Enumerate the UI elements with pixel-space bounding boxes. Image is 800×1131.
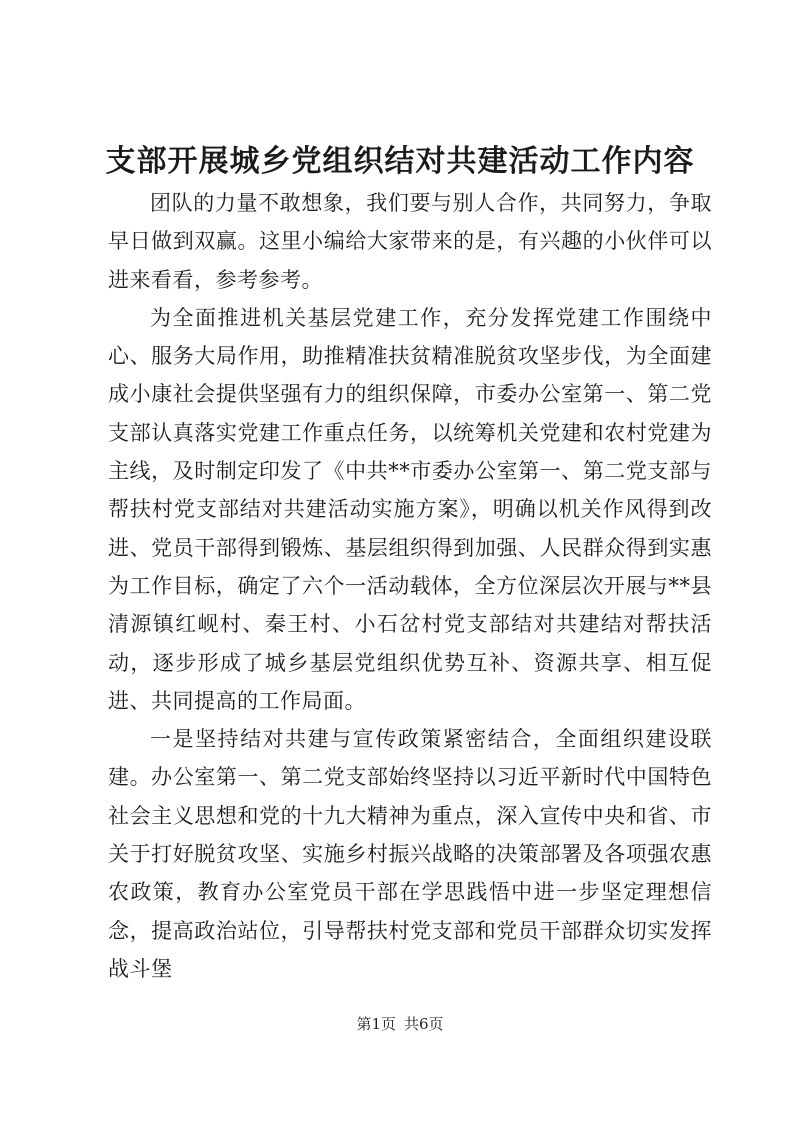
paragraph-intro: 团队的力量不敢想象，我们要与别人合作，共同努力，争取早日做到双赢。这里小编给大家带来的是，有兴趣的小伙伴可以进来看看，参考参考。 — [108, 191, 712, 292]
page-total: 共6页 — [404, 1015, 444, 1033]
page-number: 第1页 — [356, 1015, 396, 1033]
document-body — [108, 184, 712, 988]
paragraph-point-one: 一是坚持结对共建与宣传政策紧密结合，全面组织建设联建。办公室第一、第二党支部始终坚持以习近平新时代中国特色社会主义思想和党的十九大精神为重点，深入宣传中央和省、市关于打好脱贫攻坚、实施乡村振兴战略的决策部署及各项强农惠农政策，教育办公室党员干部在学思践悟中进一步坚定理想信念，提高政治站位，引导帮扶村党支部和党员干部群众切实发挥战斗堡 — [108, 727, 712, 981]
page-footer — [0, 1014, 800, 1034]
paragraph-overview: 为全面推进机关基层党建工作，充分发挥党建工作围绕中心、服务大局作用，助推精准扶贫精准脱贫攻坚步伐，为全面建成小康社会提供坚强有力的组织保障，市委办公室第一、第二党支部认真落实党建工作重点任务，以统筹机关党建和农村党建为主线，及时制定印发了《中共**市委办公室第一、第二党支部与帮扶村党支部结对共建活动实施方案》，明确以机关作风得到改进、党员干部得到锻炼、基层组织得到加强、人民群众得到实惠为工作目标，确定了六个一活动载体，全方位深层次开展与**县清源镇红岘村、秦王村、小石岔村党支部结对共建结对帮扶活动，逐步形成了城乡基层党组织优势互补、资源共享、相互促进、共同提高的工作局面。 — [108, 305, 712, 713]
document-title: 支部开展城乡党组织结对共建活动工作内容 — [105, 144, 695, 179]
